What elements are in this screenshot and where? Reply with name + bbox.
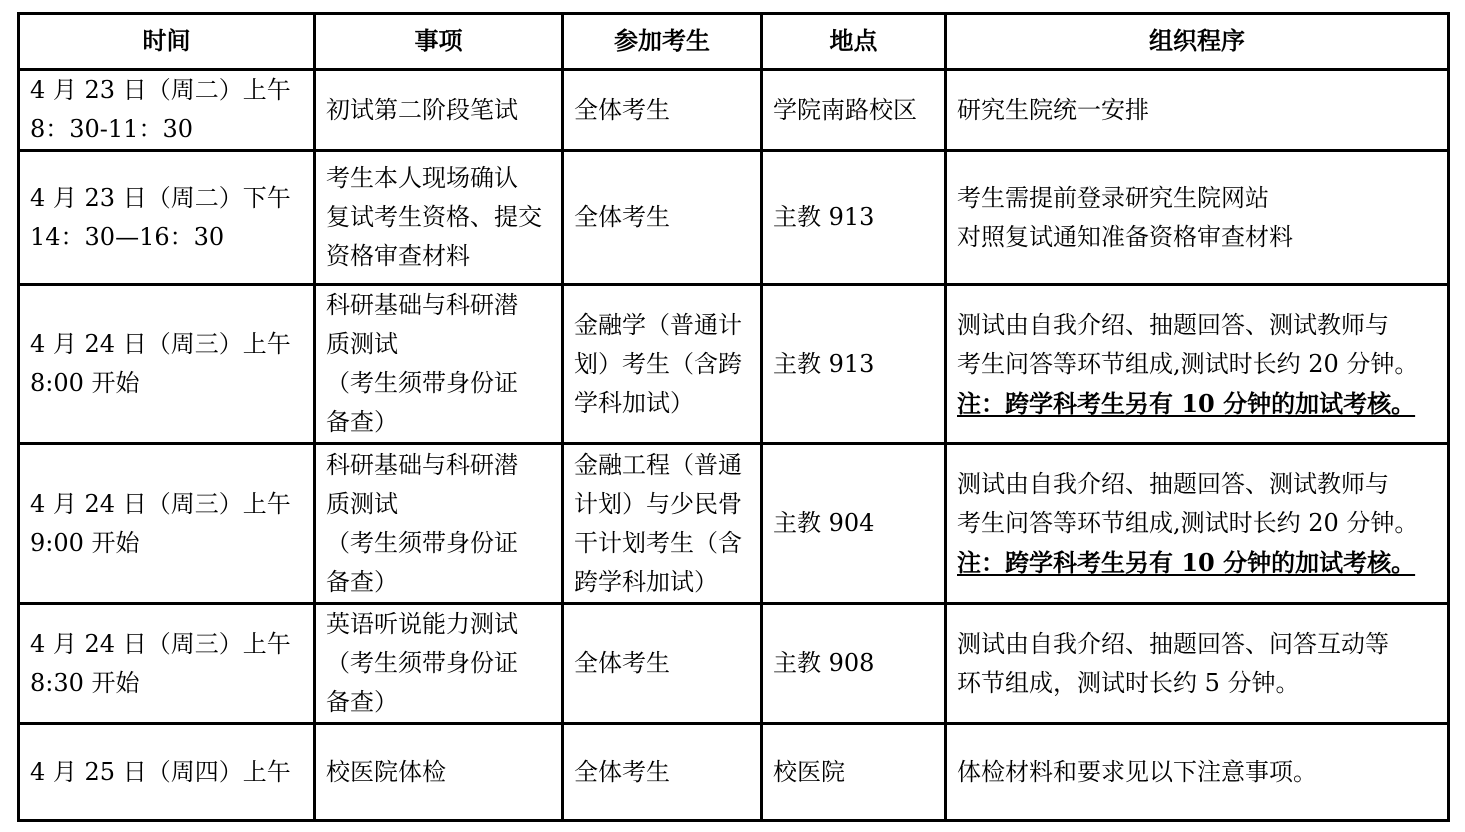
- procedure-line: 环节组成，测试时长约 5 分钟。: [957, 668, 1300, 697]
- cell-time: [19, 604, 315, 724]
- header-time: 时间: [19, 14, 315, 70]
- cell-procedure: [946, 604, 1449, 724]
- cell-procedure: [946, 151, 1449, 285]
- location-text: 主教 913: [773, 349, 875, 378]
- item-line: 质测试: [326, 489, 398, 518]
- cell-participants: [563, 724, 762, 821]
- time-line: 4 月 23 日（周二）上午: [30, 76, 291, 104]
- participants-line: 全体考生: [574, 649, 670, 677]
- cell-participants: [563, 285, 762, 444]
- procedure-line: 测试由自我介绍、抽题回答、测试教师与: [957, 470, 1389, 498]
- cell-location: [762, 70, 946, 151]
- cell-participants: [563, 151, 762, 285]
- procedure-line: 体检材料和要求见以下注意事项。: [957, 757, 1317, 786]
- procedure-line: 考生需提前登录研究生院网站: [957, 183, 1269, 212]
- cell-location: [762, 285, 946, 444]
- item-line: 科研基础与科研潜: [326, 291, 518, 319]
- table-row: [19, 151, 1449, 285]
- item-line: 资格审查材料: [326, 242, 470, 270]
- cell-item: [315, 151, 563, 285]
- cell-item: [315, 444, 563, 604]
- item-line: 考生本人现场确认: [326, 164, 518, 192]
- schedule-table: [17, 12, 1450, 822]
- cell-time: [19, 285, 315, 444]
- cell-item: [315, 285, 563, 444]
- item-line: 备查）: [326, 408, 398, 436]
- table-row: [19, 285, 1449, 444]
- time-line: 4 月 23 日（周二）下午: [30, 183, 291, 212]
- cell-time: [19, 724, 315, 821]
- item-line: （考生须带身份证: [326, 528, 518, 557]
- procedure-line: 研究生院统一安排: [957, 95, 1149, 124]
- cell-item: [315, 70, 563, 151]
- location-text: 主教 904: [773, 509, 875, 537]
- header-row: [19, 14, 1449, 70]
- cell-participants: [563, 70, 762, 151]
- table-row: [19, 70, 1449, 151]
- item-line: 备查）: [326, 567, 398, 596]
- time-line: 4 月 24 日（周三）上午: [30, 629, 291, 658]
- item-line: 初试第二阶段笔试: [326, 95, 518, 124]
- cell-item: [315, 724, 563, 821]
- cell-location: [762, 604, 946, 724]
- participants-line: 金融工程（普通: [574, 450, 742, 479]
- cell-participants: [563, 604, 762, 724]
- location-text: 主教 913: [773, 203, 875, 231]
- item-line: （考生须带身份证: [326, 369, 518, 397]
- cell-procedure: [946, 285, 1449, 444]
- procedure-line: 对照复试通知准备资格审查材料: [957, 222, 1293, 251]
- time-line: 8:30 开始: [30, 668, 140, 697]
- participants-line: 计划）与少民骨: [574, 489, 742, 518]
- procedure-line: 测试由自我介绍、抽题回答、测试教师与: [957, 310, 1389, 339]
- item-line: 英语听说能力测试: [326, 610, 518, 638]
- header-item: 事项: [315, 14, 563, 70]
- location-text: 学院南路校区: [773, 95, 917, 124]
- item-line: 质测试: [326, 330, 398, 358]
- time-line: 9:00 开始: [30, 528, 140, 557]
- time-line: 14：30—16：30: [30, 222, 225, 251]
- cell-location: [762, 724, 946, 821]
- cell-time: [19, 70, 315, 151]
- cross-discipline-note: 注：跨学科考生另有 10 分钟的加试考核。: [957, 548, 1416, 577]
- participants-line: 全体考生: [574, 757, 670, 786]
- cell-procedure: [946, 724, 1449, 821]
- time-line: 8:00 开始: [30, 369, 140, 397]
- participants-line: 全体考生: [574, 203, 670, 231]
- participants-line: 金融学（普通计: [574, 310, 742, 339]
- item-line: （考生须带身份证: [326, 649, 518, 677]
- header-participants: 参加考生: [563, 14, 762, 70]
- cell-procedure: [946, 444, 1449, 604]
- time-line: 4 月 24 日（周三）上午: [30, 330, 291, 358]
- procedure-line: 考生问答等环节组成,测试时长约 20 分钟。: [957, 509, 1419, 537]
- participants-line: 跨学科加试）: [574, 567, 718, 596]
- cell-participants: [563, 444, 762, 604]
- participants-line: 学科加试）: [574, 388, 694, 417]
- participants-line: 干计划考生（含: [574, 528, 742, 557]
- location-text: 校医院: [773, 757, 845, 786]
- item-line: 科研基础与科研潜: [326, 450, 518, 479]
- procedure-line: 测试由自我介绍、抽题回答、问答互动等: [957, 629, 1389, 658]
- table-row: [19, 444, 1449, 604]
- participants-line: 划）考生（含跨: [574, 349, 742, 378]
- time-line: 4 月 25 日（周四）上午: [30, 757, 291, 786]
- cell-time: [19, 444, 315, 604]
- time-line: 8：30-11：30: [30, 115, 193, 143]
- participants-line: 全体考生: [574, 95, 670, 124]
- cell-location: [762, 444, 946, 604]
- location-text: 主教 908: [773, 649, 875, 677]
- cell-procedure: [946, 70, 1449, 151]
- cell-item: [315, 604, 563, 724]
- cell-time: [19, 151, 315, 285]
- cross-discipline-note: 注：跨学科考生另有 10 分钟的加试考核。: [957, 388, 1416, 418]
- procedure-line: 考生问答等环节组成,测试时长约 20 分钟。: [957, 349, 1419, 378]
- time-line: 4 月 24 日（周三）上午: [30, 489, 291, 518]
- cell-location: [762, 151, 946, 285]
- table-row: [19, 724, 1449, 821]
- header-location: 地点: [762, 14, 946, 70]
- item-line: 复试考生资格、提交: [326, 203, 542, 231]
- item-line: 备查）: [326, 688, 398, 716]
- item-line: 校医院体检: [326, 757, 446, 786]
- table-row: [19, 604, 1449, 724]
- header-procedure: 组织程序: [946, 14, 1449, 70]
